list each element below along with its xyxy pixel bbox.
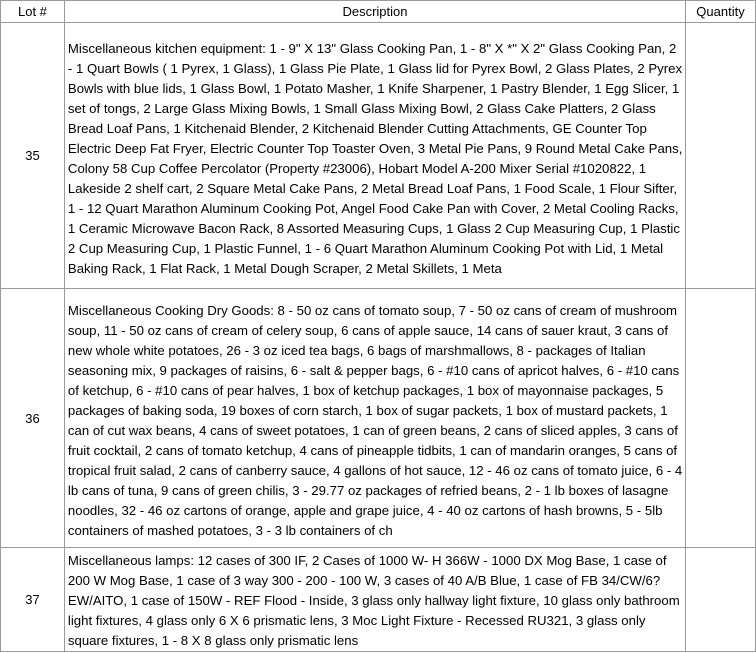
table-row [1,548,756,652]
lot-number-cell[interactable]: 35 [1,23,65,289]
description-text: Miscellaneous Cooking Dry Goods: 8 - 50 oz cans of tomato soup, 7 - 50 oz cans of cream of mushroom soup, 11 - 50 oz cans of cream of celery soup, 6 cans of apple sauce, 14 cans of sauer kraut, 3 cans of new whole white potatoes, 26 - 3 oz iced tea bags, 6 bags of marshmallows, 8 - packages of Italian seasoning mix, 9 packages of raisins, 6 - salt & pepper bags, 6 - #10 cans of apricot halves, 6 - #10 cans of ketchup, 6 - #10 cans of pear halves, 1 box of ketchup packages, 1 box of mayonnaise packages, 5 packages of baking soda, 19 boxes of corn starch, 1 box of sugar packets, 1 box of mustard packets, 1 can of cut wax beans, 4 cans of sweet potatoes, 1 can of green beans, 2 cans of sliced apples, 3 cans of fruit cocktail, 2 cans of tomato ketchup, 4 cans of pineapple tidbits, 1 can of mandarin oranges, 5 cans of tropical fruit salad, 2 cans of canberry sauce, 4 gallons of hot sauce, 12 - 46 oz cans of tomato juice, 6 - 4 lb cans of tuna, 9 cans of green chilis, 3 - 29.77 oz packages of refried beans, 2 - 1 lb boxes of lasagne noodles, 32 - 46 oz cartons of orange, apple and grape juice, 4 - 40 oz cartons of hash browns, 5 - 5lb containers of mashed potatoes, 3 - 3 lb containers of ch [67,303,683,538]
quantity-header: Quantity [686,1,756,23]
lot-number-cell[interactable]: 37 [1,548,65,652]
description-cell[interactable] [64,548,685,652]
description-cell[interactable] [64,289,685,548]
description-header: Description [64,1,685,23]
table-row [1,23,756,289]
quantity-cell[interactable] [686,548,756,652]
quantity-cell[interactable] [686,289,756,548]
description-text: Miscellaneous lamps: 12 cases of 300 IF, 2 Cases of 1000 W- H 366W - 1000 DX Mog Base, 1 case of 200 W Mog Base, 1 case of 3 way 300 - 200 - 100 W, 3 cases of 40 A/B Blue, 1 case of FB 34/CW/6?EW/AITO, 1 case of 150W - REF Flood - Inside, 3 glass only hallway light fixture, 10 glass only bathroom light fixtures, 4 glass only 6 X 6 prismatic lens, 3 Moc Light Fixture - Recessed RU321, 3 glass only square fixtures, 1 - 8 X 8 glass only prismatic lens [67,553,680,648]
table-row [1,289,756,548]
description-cell[interactable] [64,23,685,289]
lot-header: Lot # [1,1,65,23]
description-text: Miscellaneous kitchen equipment: 1 - 9" X 13" Glass Cooking Pan, 1 - 8" X *" X 2" Glass Cooking Pan, 2 - 1 Quart Bowls ( 1 Pyrex, 1 Glass), 1 Glass Pie Plate, 1 Glass lid for Pyrex Bowl, 2 Glass Plates, 2 Pyrex Bowls with blue lids, 1 Glass Bowl, 1 Potato Masher, 1 Knife Sharpener, 1 Pastry Blender, 1 Egg Slicer, 1 set of tongs, 2 Large Glass Mixing Bowls, 1 Small Glass Mixing Bowl, 2 Glass Cake Platters, 2 Glass Bread Loaf Pans, 1 Kitchenaid Blender, 2 Kitchenaid Blender Cutting Attachments, GE Counter Top Electric Deep Fat Fryer, Electric Counter Top Toaster Oven, 3 Metal Pie Pans, 9 Round Metal Cake Pans, Colony 58 Cup Coffee Percolator (Property #23006), Hobart Model A-200 Mixer Serial #1020822, 1 Lakeside 2 shelf cart, 2 Square Metal Cake Pans, 2 Metal Bread Loaf Pans, 1 Food Scale, 1 Flour Sifter, 1 - 12 Quart Marathon Aluminum Cooking Pot, Angel Food Cake Pan with Cover, 2 Metal Cooling Racks, 1 Ceramic Microwave Bacon Rack, 8 Assorted Measuring Cups, 1 Glass 2 Cup Measuring Cup, 1 Plastic 2 Cup Measuring Cup, 1 Plastic Funnel, 1 - 6 Quart Marathon Aluminum Cooking Pot with Lid, 1 Metal Baking Rack, 1 Flat Rack, 1 Metal Dough Scraper, 2 Metal Skillets, 1 Meta [67,41,683,276]
lot-number-cell[interactable]: 36 [1,289,65,548]
quantity-cell[interactable] [686,23,756,289]
header-row [1,1,756,23]
